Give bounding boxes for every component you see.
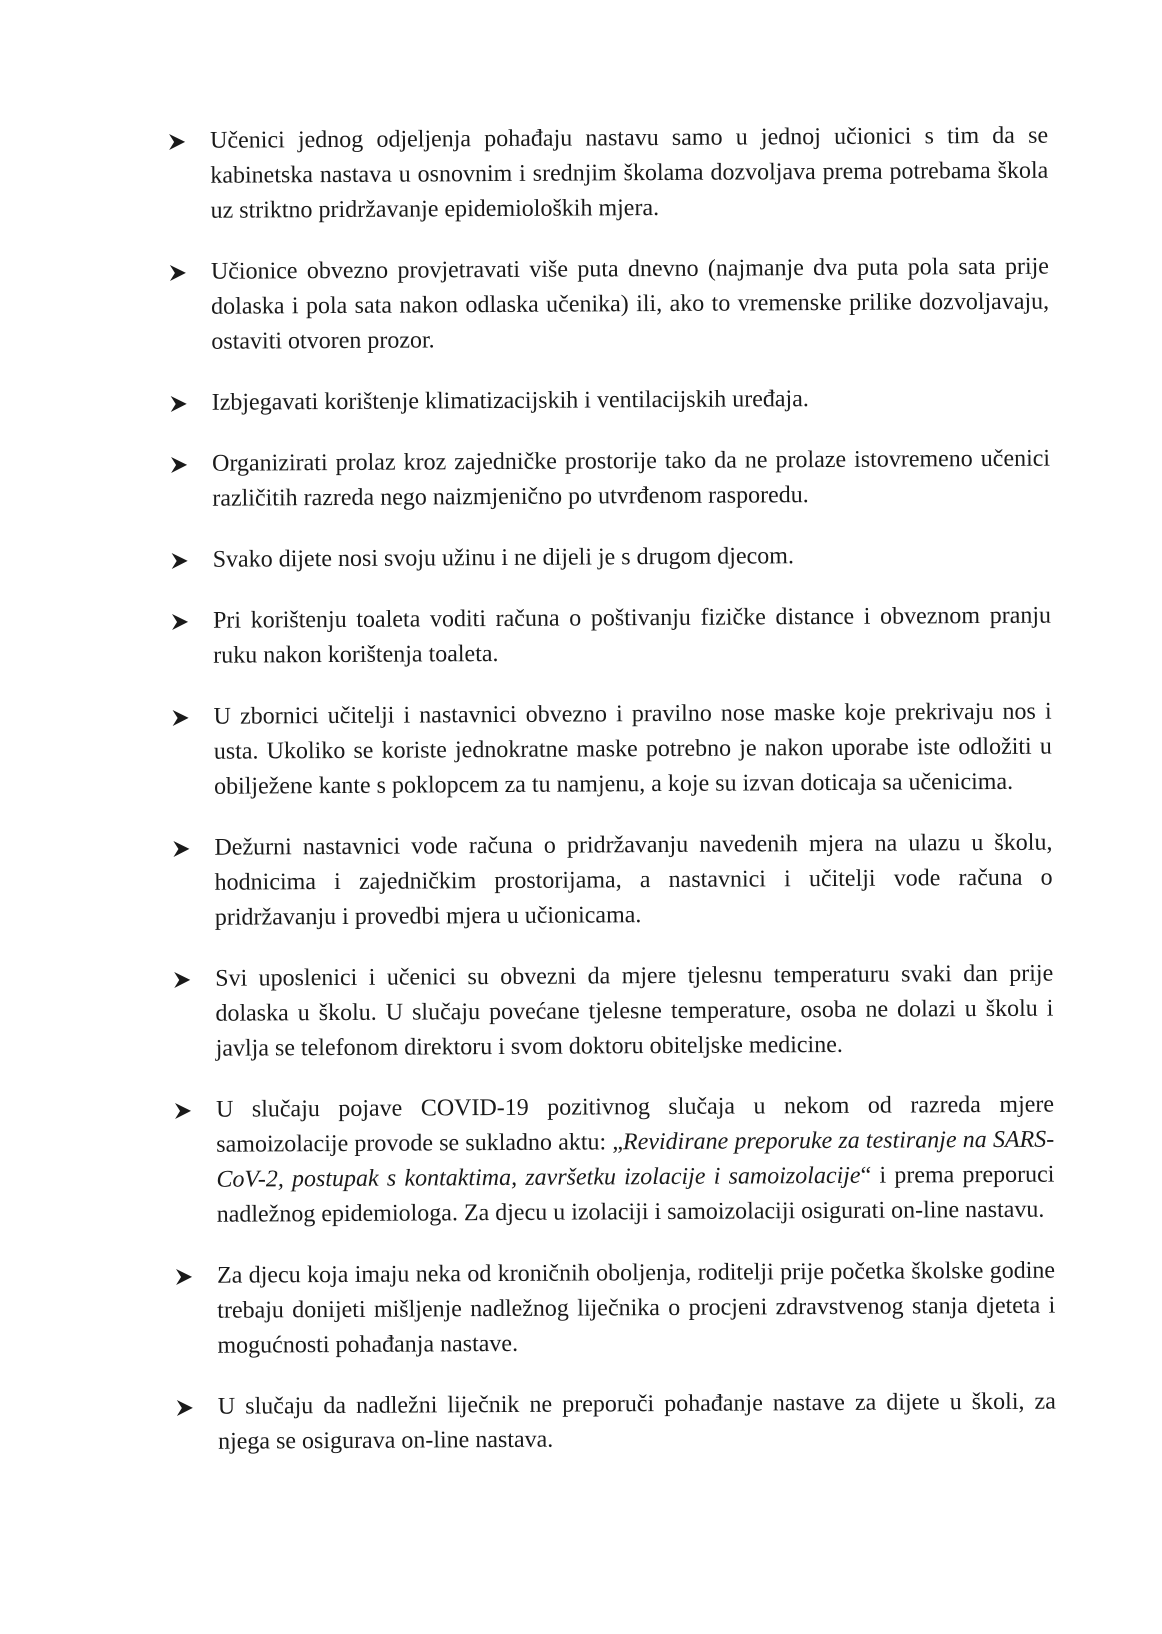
list-item [170, 442, 1050, 517]
list-item-text: Za djecu koja imaju neka od kroničnih oboljenja, roditelji prije početka školske godine trebaju donijeti mišljenje nadležnog liječnika o procjeni zdravstvenog stanja djeteta i mogućnosti pohađanja nastave. [216, 1257, 1056, 1359]
list-item-text: Svako dijete nosi svoju užinu i ne dijeli je s drugom djecom. [212, 543, 794, 573]
arrowhead-bullet-icon [173, 971, 191, 989]
list-item-text: Izbjegavati korištenje klimatizacijskih i ventilacijskih uređaja. [211, 386, 809, 416]
list-item [169, 250, 1050, 360]
arrowhead-bullet-icon [169, 264, 187, 282]
arrowhead-bullet-icon [172, 709, 190, 727]
list-item-text: Učenici jednog odjeljenja pohađaju nastavu samo u jednoj učionici s tim da se kabinetska nastava u osnovnim i srednjim školama dozvoljava prema potrebama škola uz striktno pridržavanje epidemioloških mjera. [210, 122, 1049, 224]
list-item [173, 957, 1054, 1067]
list-item-text: Organizirati prolaz kroz zajedničke prostorije tako da ne prolaze istovremeno učenici različitih razreda nego naizmjenično po utvrđenom rasporedu. [211, 445, 1051, 512]
arrowhead-bullet-icon [168, 133, 186, 151]
list-item-text [216, 1092, 1055, 1228]
list-item [171, 599, 1051, 674]
list-item [168, 119, 1049, 229]
list-item [170, 381, 1050, 421]
arrowhead-bullet-icon [171, 552, 189, 570]
list-item [172, 826, 1053, 936]
arrowhead-bullet-icon [170, 395, 188, 413]
arrowhead-bullet-icon [174, 1102, 192, 1120]
list-item [171, 538, 1051, 578]
list-item [174, 1088, 1055, 1233]
list-item-text: Pri korištenju toaleta voditi računa o poštivanju fizičke distance i obveznom pranju ruku nakon korištenja toaleta. [212, 602, 1052, 669]
list-item-text-after: “ i prema preporuci nadležnog epidemiologa. Za djecu u izolaciji i samoizolaciji osigurati on-line nastavu. [216, 1161, 1055, 1228]
arrowhead-bullet-icon [176, 1399, 194, 1417]
list-item-text: U slučaju da nadležni liječnik ne preporuči pohađanje nastave za dijete u školi, za njega se osigurava on-line nastava. [217, 1388, 1056, 1455]
list-item [176, 1385, 1056, 1460]
list-item-text: Učionice obvezno provjetravati više puta dnevno (najmanje dva puta pola sata prije dolaska i pola sata nakon odlaska učenika) ili, ako to vremenske prilike dozvoljavaju, ostaviti otvoren prozor. [210, 253, 1050, 355]
arrowhead-bullet-icon [170, 456, 188, 474]
list-item-text: Dežurni nastavnici vode računa o pridržavanju navedenih mjera na ulazu u školu, hodnicima i zajedničkim prostorijama, a nastavnici i učitelji vode računa o pridržavanju i provedbi mjera u učionicama. [214, 829, 1053, 931]
rules-list [168, 119, 1056, 1486]
list-item-text-before: U slučaju pojave COVID-19 pozitivnog slučaja u nekom od razreda mjere samoizolacije provode se sukladno aktu: „ [215, 1091, 1055, 1158]
list-item [172, 695, 1053, 805]
document-reference-title: Revidirane preporuke za testiranje na SARS-CoV-2, postupak s kontaktima, završetku izolacije i samoizolacije [216, 1126, 1055, 1193]
arrowhead-bullet-icon [175, 1268, 193, 1286]
arrowhead-bullet-icon [171, 613, 189, 631]
list-item [175, 1254, 1056, 1364]
list-item-text: U zbornici učitelji i nastavnici obvezno i pravilno nose maske koje prekrivaju nos i usta. Ukoliko se koriste jednokratne maske potrebno je nakon uporabe iste odložiti u obilježene kante s poklopcem za tu namjenu, a koje su izvan doticaja sa učenicima. [213, 698, 1052, 800]
arrowhead-bullet-icon [172, 840, 190, 858]
list-item-text: Svi uposlenici i učenici su obvezni da mjere tjelesnu temperaturu svaki dan prije dolaska u školu. U slučaju povećane tjelesne temperature, osoba ne dolazi u školu i javlja se telefonom direktoru i svom doktoru obiteljske medicine. [215, 960, 1054, 1062]
